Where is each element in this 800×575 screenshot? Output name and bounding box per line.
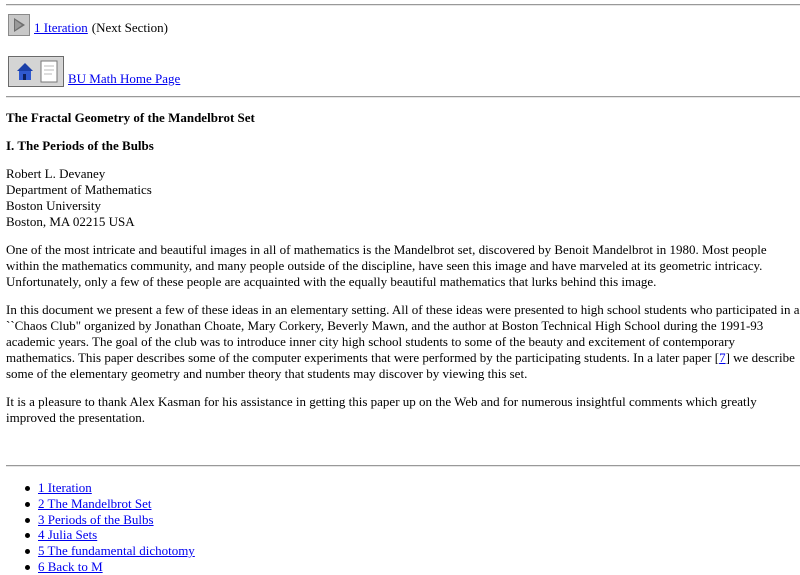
next-section-link[interactable]: 1 Iteration	[34, 20, 88, 35]
home-link[interactable]: BU Math Home Page	[68, 71, 181, 86]
club-paragraph-text-end: ] we describe some of the elementary geometry and number theory that students may discover by viewing this set.	[6, 350, 795, 381]
author-department: Department of Mathematics	[6, 182, 152, 197]
toc-item	[6, 496, 195, 512]
top-divider	[6, 4, 800, 6]
toc-item	[6, 512, 195, 528]
acknowledgement-paragraph: It is a pleasure to thank Alex Kasman for his assistance in getting this paper up on the Web and for numerous insightful comments which greatly improved the presentation.	[6, 394, 757, 425]
table-of-contents	[6, 480, 195, 575]
toc-link-mandelbrot-set[interactable]: 2 The Mandelbrot Set	[38, 495, 152, 511]
toc-link-julia-sets[interactable]: 4 Julia Sets	[38, 527, 98, 543]
home-nav	[8, 56, 184, 87]
next-section-nav	[8, 14, 168, 36]
toc-divider	[6, 465, 800, 467]
page-title: The Fractal Geometry of the Mandelbrot Set	[6, 110, 255, 125]
home-icon[interactable]	[8, 56, 64, 87]
toc-item	[6, 480, 195, 496]
bullet-icon	[25, 518, 30, 523]
next-section-suffix: (Next Section)	[91, 20, 168, 35]
bullet-icon	[25, 502, 30, 507]
toc-item	[6, 527, 195, 543]
intro-paragraph: One of the most intricate and beautiful images in all of mathematics is the Mandelbrot set, discovered by Benoit Mandelbrot in 1980. Most people within the mathematics community, and many people outside of the discipline, have seen this image and have marveled at its geometric intricacy. Unfortunately, only a few of these people are acquainted with the equally beautiful mathematics that lurks behind this image.	[6, 242, 767, 289]
bullet-icon	[25, 486, 30, 491]
header-divider	[6, 96, 800, 98]
next-arrow-icon[interactable]	[8, 14, 30, 36]
toc-link-periods-of-bulbs[interactable]: 3 Periods of the Bulbs	[38, 511, 154, 527]
toc-item	[6, 543, 195, 559]
bullet-icon	[25, 533, 30, 538]
reference-link-7[interactable]: 7	[719, 350, 726, 365]
author-address	[6, 166, 152, 230]
toc-link-fundamental-dichotomy[interactable]: 5 The fundamental dichotomy	[38, 543, 195, 559]
bullet-icon	[25, 565, 30, 570]
author-city: Boston, MA 02215 USA	[6, 214, 135, 229]
author-name: Robert L. Devaney	[6, 166, 106, 181]
bullet-icon	[25, 549, 30, 554]
section-title: I. The Periods of the Bulbs	[6, 138, 154, 153]
author-university: Boston University	[6, 198, 101, 213]
club-paragraph-text: In this document we present a few of these ideas in an elementary setting. All of these ideas were presented to high school students who participated in a ``Chaos Club" organized by Jonathan Choate, Mary Corkery, Beverly Mawn, and the author at Boston Technical High School during the 1991-93 academic years. The goal of the club was to introduce inner city high school students to some of the beauty and excitement of contemporary mathematics. This paper describes some of the computer experiments that were performed by the participating students. In a later paper [	[6, 302, 800, 365]
club-paragraph	[6, 302, 800, 382]
toc-link-back-to-m[interactable]: 6 Back to M	[38, 558, 103, 574]
toc-link-iteration[interactable]: 1 Iteration	[38, 480, 92, 495]
